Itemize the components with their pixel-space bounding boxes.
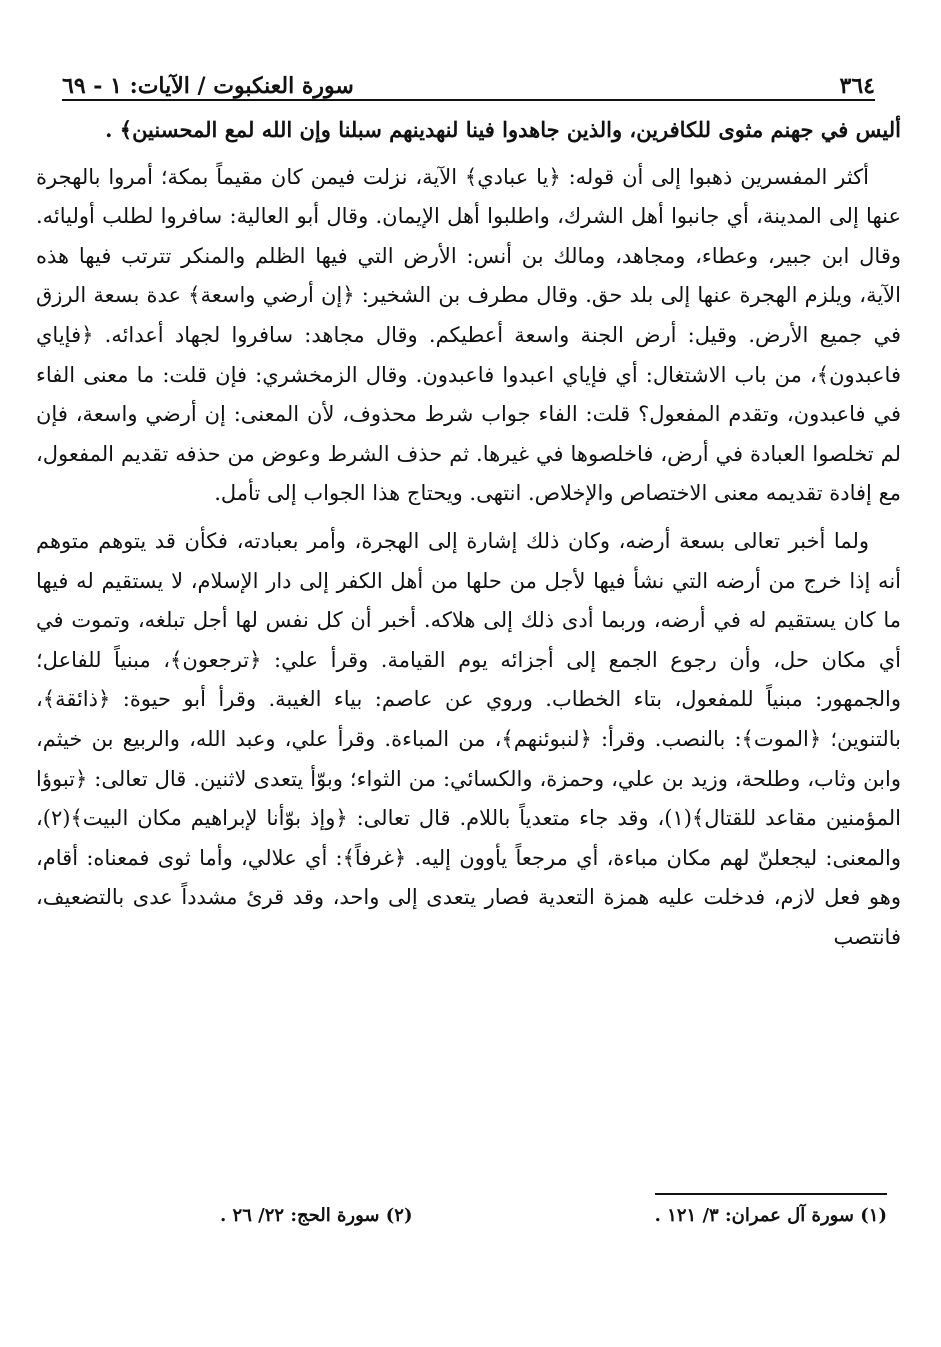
footnote-2: (٢) سورة الحج: ٢٢/ ٢٦ .	[220, 1205, 413, 1226]
header-title: سورة العنكبوت / الآيات: ١ - ٦٩	[62, 73, 354, 99]
paragraph-commentary-1: أكثر المفسرين ذهبوا إلى أن قوله: ﴿يا عبادي﴾ الآية، نزلت فيمن كان مقيماً بمكة؛ أمروا بالهجرة عنها إلى المدينة، أي جانبوا أهل الشرك، واطلبوا أهل الإيمان. وقال أبو العالية: سافروا لطلب أوليائه. وقال ابن جبير، وعطاء، ومجاهد، ومالك بن أنس: الأرض التي فيها الظلم والمنكر تترتب فيها هذه الآية، ويلزم الهجرة عنها إلى بلد حق. وقال مطرف بن الشخير: ﴿إن أرضي واسعة﴾ عدة بسعة الرزق في جميع الأرض. وقيل: أرض الجنة واسعة أعطيكم. وقال مجاهد: سافروا لجهاد أعدائه. ﴿فإياي فاعبدون﴾، من باب الاشتغال: أي فإياي اعبدوا فاعبدون. وقال الزمخشري: فإن قلت: ما معنى الفاء في فاعبدون، وتقدم المفعول؟ قلت: الفاء جواب شرط محذوف، لأن المعنى: إن أرضي واسعة، فإن لم تخلصوا العبادة في أرض، فاخلصوها في غيرها. ثم حذف الشرط وعوض من حذفه تقديم المفعول، مع إفادة تقديمه معنى الاختصاص والإخلاص. انتهى. ويحتاج هذا الجواب إلى تأمل.	[36, 164, 901, 506]
footnotes	[220, 1205, 887, 1226]
paragraph-commentary-2: ولما أخبر تعالى بسعة أرضه، وكان ذلك إشارة إلى الهجرة، وأمر بعبادته، فكأن قد يتوهم متوهم أنه إذا خرج من أرضه التي نشأ فيها لأجل من حلها من أهل الكفر إلى دار الإسلام، لا يستقيم له فيها ما كان يستقيم له في أرضه، وربما أدى ذلك إلى هلاكه. أخبر أن كل نفس لها أجل تبلغه، وتموت في أي مكان حل، وأن رجوع الجمع إلى أجزائه يوم القيامة. وقرأ علي: ﴿ترجعون﴾، مبنياً للفاعل؛ والجمهور: مبنياً للمفعول، بتاء الخطاب. وروي عن عاصم: بياء الغيبة. وقرأ أبو حيوة: ﴿ذائقة﴾، بالتنوين؛ ﴿الموت﴾: بالنصب. وقرأ: ﴿لنبوئنهم﴾، من المباءة. وقرأ علي، وعبد الله، والربيع بن خيثم، وابن وثاب، وطلحة، وزيد بن علي، وحمزة، والكسائي: من الثواء؛ وبوّأ يتعدى لاثنين. قال تعالى: ﴿تبوؤا المؤمنين مقاعد للقتال﴾(١)، وقد جاء متعدياً باللام. قال تعالى: ﴿وإذ بوّأنا لإبراهيم مكان البيت﴾(٢)، والمعنى: ليجعلنّ لهم مكان مباءة، أي مرجعاً يأوون إليه. ﴿غرفاً﴾: أي علالي، وأما ثوى فمعناه: أقام، وهو فعل لازم، فدخلت عليه همزة التعدية فصار يتعدى إلى واحد، وقد قرئ مشدداً عدى بالتضعيف، فانتصب	[36, 528, 901, 949]
footnote-1: (١) سورة آل عمران: ٣/ ١٢١ .	[654, 1205, 887, 1226]
page-number: ٣٦٤	[839, 73, 875, 99]
footnote-separator	[655, 1193, 887, 1195]
main-text	[36, 110, 901, 957]
running-header	[62, 55, 875, 101]
paragraph-verse-continuation: أليس في جهنم مثوى للكافرين، والذين جاهدوا فينا لنهدينهم سبلنا وإن الله لمع المحسنين﴾ .	[105, 117, 901, 142]
